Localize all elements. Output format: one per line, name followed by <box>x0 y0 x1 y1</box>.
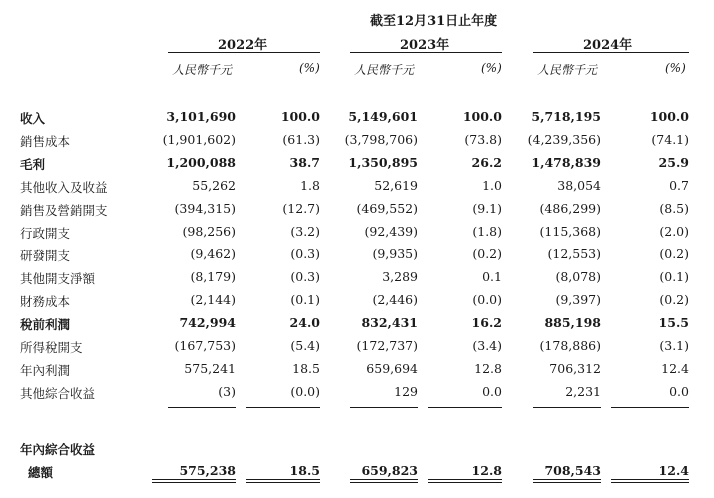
cell-pct-2024: (8.5) <box>659 200 689 216</box>
cell-amount-2022: (8,179) <box>190 269 236 285</box>
total-cell-pct-2024: 12.4 <box>658 463 689 478</box>
cell-amount-2022: (2,144) <box>190 292 236 308</box>
cell-amount-2023: (172,737) <box>356 338 418 353</box>
cell-pct-2022: (12.7) <box>282 200 320 216</box>
subtotal-rule-2022-amt <box>168 407 236 408</box>
year-header-2023: 2023年 <box>400 38 450 53</box>
cell-amount-2022: 742,994 <box>179 315 236 331</box>
cell-pct-2023: 1.0 <box>482 177 502 193</box>
cell-amount-2023: 129 <box>394 383 418 399</box>
cell-amount-2022: 575,241 <box>184 360 236 376</box>
cell-amount-2024: 885,198 <box>544 315 601 331</box>
total-dbl-rule-2023-amt <box>350 479 418 483</box>
cell-pct-2024: (0.2) <box>659 246 689 262</box>
row-label: 研發開支 <box>20 248 71 264</box>
cell-amount-2024: 1,478,839 <box>531 154 601 170</box>
unit-pct-2023: (%) <box>481 61 502 75</box>
cell-pct-2023: 0.0 <box>482 383 502 399</box>
cell-pct-2024: (74.1) <box>651 131 689 147</box>
cell-amount-2023: 52,619 <box>374 177 418 193</box>
row-label: 收入 <box>20 111 46 126</box>
cell-pct-2022: (0.1) <box>290 292 320 308</box>
cell-pct-2024: (3.1) <box>659 338 689 353</box>
cell-pct-2023: (3.4) <box>472 338 502 353</box>
row-label: 所得稅開支 <box>20 340 83 355</box>
total-cell-amount-2022: 575,238 <box>179 463 236 478</box>
total-dbl-rule-2024-amt <box>533 479 601 483</box>
cell-pct-2022: (0.3) <box>290 246 320 262</box>
cell-amount-2022: (167,753) <box>174 338 236 353</box>
cell-amount-2023: 5,149,601 <box>348 109 418 124</box>
header-rule-2024 <box>533 52 689 53</box>
cell-amount-2023: 3,289 <box>382 269 418 285</box>
cell-amount-2022: 1,200,088 <box>166 154 236 170</box>
cell-amount-2023: (2,446) <box>372 292 418 308</box>
total-label-line2: 總額 <box>28 465 54 480</box>
cell-pct-2022: (5.4) <box>290 338 320 353</box>
cell-amount-2022: (9,462) <box>190 246 236 262</box>
cell-pct-2023: (9.1) <box>472 200 502 216</box>
cell-amount-2024: (486,299) <box>539 200 601 216</box>
row-label: 財務成本 <box>20 294 71 310</box>
cell-pct-2022: (61.3) <box>282 131 320 147</box>
total-dbl-rule-2022-amt <box>152 479 236 483</box>
cell-pct-2022: 100.0 <box>280 109 320 124</box>
subtotal-rule-2022-pct <box>246 407 320 408</box>
row-label: 銷售及營銷開支 <box>20 202 108 218</box>
cell-amount-2023: 1,350,895 <box>348 154 418 170</box>
total-cell-pct-2023: 12.8 <box>471 463 502 478</box>
subtotal-rule-2024-amt <box>533 407 601 408</box>
cell-pct-2024: 0.7 <box>669 177 689 193</box>
cell-pct-2024: 15.5 <box>658 315 689 331</box>
header-rule-2023 <box>350 52 502 53</box>
cell-pct-2023: (0.0) <box>472 292 502 308</box>
cell-pct-2023: 26.2 <box>471 154 502 170</box>
cell-amount-2024: 706,312 <box>549 360 601 376</box>
row-label: 行政開支 <box>20 225 71 241</box>
row-label: 年內利潤 <box>20 362 71 378</box>
cell-pct-2023: 100.0 <box>462 109 502 124</box>
year-header-2022: 2022年 <box>218 38 268 53</box>
total-cell-amount-2023: 659,823 <box>361 463 418 478</box>
year-header-2024: 2024年 <box>583 38 633 53</box>
unit-amount-2024: 人民幣千元 <box>537 63 598 77</box>
cell-pct-2024: 0.0 <box>669 383 689 399</box>
total-dbl-rule-2024-pct <box>611 479 689 483</box>
total-cell-pct-2022: 18.5 <box>289 463 320 478</box>
cell-amount-2024: (12,553) <box>547 246 601 262</box>
subtotal-rule-2023-pct <box>428 407 502 408</box>
row-label: 其他收入及收益 <box>20 179 108 195</box>
cell-amount-2024: (115,368) <box>539 223 601 239</box>
subtotal-rule-2024-pct <box>611 407 689 408</box>
cell-pct-2022: 24.0 <box>289 315 320 331</box>
row-label: 其他開支淨額 <box>20 271 96 287</box>
unit-pct-2022: (%) <box>299 61 320 75</box>
cell-amount-2024: (8,078) <box>555 269 601 285</box>
unit-amount-2022: 人民幣千元 <box>172 63 233 77</box>
cell-pct-2023: 16.2 <box>471 315 502 331</box>
cell-amount-2024: (178,886) <box>539 338 601 353</box>
cell-amount-2024: 38,054 <box>557 177 601 193</box>
cell-amount-2024: (9,397) <box>555 292 601 308</box>
cell-pct-2024: 100.0 <box>649 109 689 124</box>
total-dbl-rule-2022-pct <box>246 479 320 483</box>
cell-pct-2022: (3.2) <box>290 223 320 239</box>
cell-pct-2022: (0.3) <box>290 269 320 285</box>
cell-amount-2023: 659,694 <box>366 360 418 376</box>
cell-amount-2022: 3,101,690 <box>166 109 236 124</box>
cell-pct-2024: (0.1) <box>659 269 689 285</box>
cell-pct-2023: (0.2) <box>472 246 502 262</box>
row-label: 毛利 <box>20 156 46 172</box>
cell-amount-2024: (4,239,356) <box>527 131 601 147</box>
cell-pct-2024: (0.2) <box>659 292 689 308</box>
cell-pct-2022: 18.5 <box>292 360 320 376</box>
cell-amount-2023: (92,439) <box>364 223 418 239</box>
cell-amount-2023: (3,798,706) <box>344 131 418 147</box>
cell-amount-2022: (1,901,602) <box>162 131 236 147</box>
header-rule-2022 <box>168 52 320 53</box>
subtotal-rule-2023-amt <box>350 407 418 408</box>
total-cell-amount-2024: 708,543 <box>544 463 601 478</box>
cell-pct-2024: (2.0) <box>659 223 689 239</box>
row-label: 銷售成本 <box>20 133 71 149</box>
row-label: 稅前利潤 <box>20 317 71 333</box>
cell-pct-2022: 38.7 <box>289 154 320 170</box>
period-header: 截至12月31日止年度 <box>370 14 498 29</box>
cell-pct-2022: 1.8 <box>300 177 320 193</box>
cell-pct-2023: 12.8 <box>474 360 502 376</box>
cell-amount-2022: (3) <box>218 383 236 399</box>
total-dbl-rule-2023-pct <box>428 479 502 483</box>
total-label-line1: 年內綜合收益 <box>20 442 96 457</box>
cell-pct-2023: (1.8) <box>472 223 502 239</box>
cell-amount-2023: (9,935) <box>372 246 418 262</box>
cell-amount-2022: (98,256) <box>182 223 236 239</box>
cell-amount-2023: (469,552) <box>356 200 418 216</box>
row-label: 其他綜合收益 <box>20 385 96 401</box>
cell-pct-2023: (73.8) <box>464 131 502 147</box>
cell-pct-2024: 25.9 <box>658 154 689 170</box>
cell-pct-2024: 12.4 <box>661 360 689 376</box>
cell-pct-2023: 0.1 <box>482 269 502 285</box>
cell-amount-2024: 2,231 <box>565 383 601 399</box>
cell-amount-2022: (394,315) <box>174 200 236 216</box>
unit-pct-2024: (%) <box>665 61 686 75</box>
cell-amount-2022: 55,262 <box>192 177 236 193</box>
cell-pct-2022: (0.0) <box>290 383 320 399</box>
cell-amount-2024: 5,718,195 <box>531 109 601 124</box>
unit-amount-2023: 人民幣千元 <box>354 63 415 77</box>
cell-amount-2023: 832,431 <box>361 315 418 331</box>
